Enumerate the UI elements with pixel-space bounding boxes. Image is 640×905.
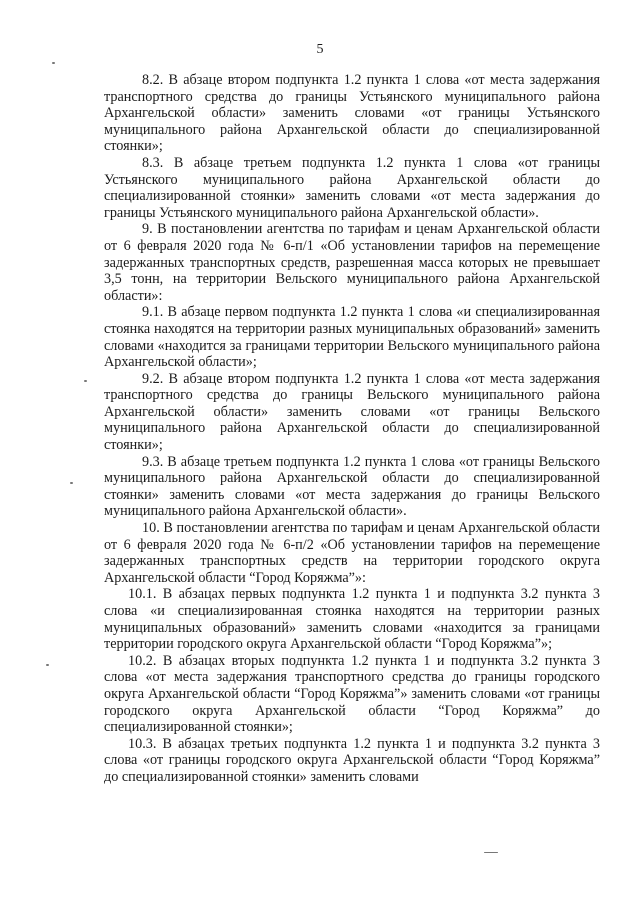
paragraph-10: 10. В постановлении агентства по тарифам и ценам Архангельской области от 6 февраля 2020 года № 6-п/2 «Об установлении тарифов на перемещение задержанных транспортных средств на территории городского округа Архангельской области “Город Коряжма”»: [104,520,600,586]
paragraph-9-2: 9.2. В абзаце втором подпункта 1.2 пункта 1 слова «от места задержания транспортного средства до границы Вельского муниципального района Архангельской области» заменить словами «от границы Вельского муниципального района Архангельской области до специализированной стоянки»; [104,370,600,454]
page-number: 5 [316,42,324,57]
scan-speck [46,664,49,666]
paragraph-9: 9. В постановлении агентства по тарифам и ценам Архангельской области от 6 февраля 2020 года № 6-п/1 «Об установлении тарифов на перемещение задержанных транспортных средств, разрешенная масса которых не превышает 3,5 тонн, на территории Вельского муниципального района Архангельской области»: [104,221,600,304]
paragraph-9-3: 9.3. В абзаце третьем подпункта 1.2 пункта 1 слова «от границы Вельского муниципального района Архангельской области до специализированной стоянки» заменить словами «от места задержания до границы Вельского муниципального района Архангельской области». [104,453,600,520]
paragraph-10-1: 10.1. В абзацах первых подпункта 1.2 пункта 1 и подпункта 3.2 пункта 3 слова «и специализированная стоянка находятся на территории разных муниципальных образований» заменить словами «находится за границами территории городского округа Архангельской области “Город Коряжма”»; [104,586,600,653]
scan-speck [52,62,55,64]
paragraph-10-2: 10.2. В абзацах вторых подпункта 1.2 пункта 1 и подпункта 3.2 пункта 3 слова «от места задержания транспортного средства до границы городского округа Архангельской области “Город Коряжма”» заменить словами «от границы городского округа Архангельской области “Город Коряжма” до специализированной стоянки»; [104,652,600,736]
scan-speck [84,380,87,382]
paragraph-8-2: 8.2. В абзаце втором подпункта 1.2 пункта 1 слова «от места задержания транспортного средства до границы Устьянского муниципального района Архангельской области» заменить словами «от границы Устьянского муниципального района Архангельской области до специализированной стоянки»; [104,72,600,155]
paragraph-8-3: 8.3. В абзаце третьем подпункта 1.2 пункта 1 слова «от границы Устьянского муниципального района Архангельской области до специализированной стоянки» заменить словами «от места задержания до границы Устьянского муниципального района Архангельской области». [104,154,600,221]
paragraph-9-1: 9.1. В абзаце первом подпункта 1.2 пункта 1 слова «и специализированная стоянка находятся на территории разных муниципальных образований» заменить словами «находится за границами территории Вельского муниципального района Архангельской области»; [104,304,600,371]
document-body [104,72,600,786]
scan-speck [70,482,73,484]
scan-speck [484,852,498,853]
paragraph-10-3: 10.3. В абзацах третьих подпункта 1.2 пункта 1 и подпункта 3.2 пункта 3 слова «от границы городского округа Архангельской области “Город Коряжма” до специализированной стоянки» заменить словами [104,735,600,785]
